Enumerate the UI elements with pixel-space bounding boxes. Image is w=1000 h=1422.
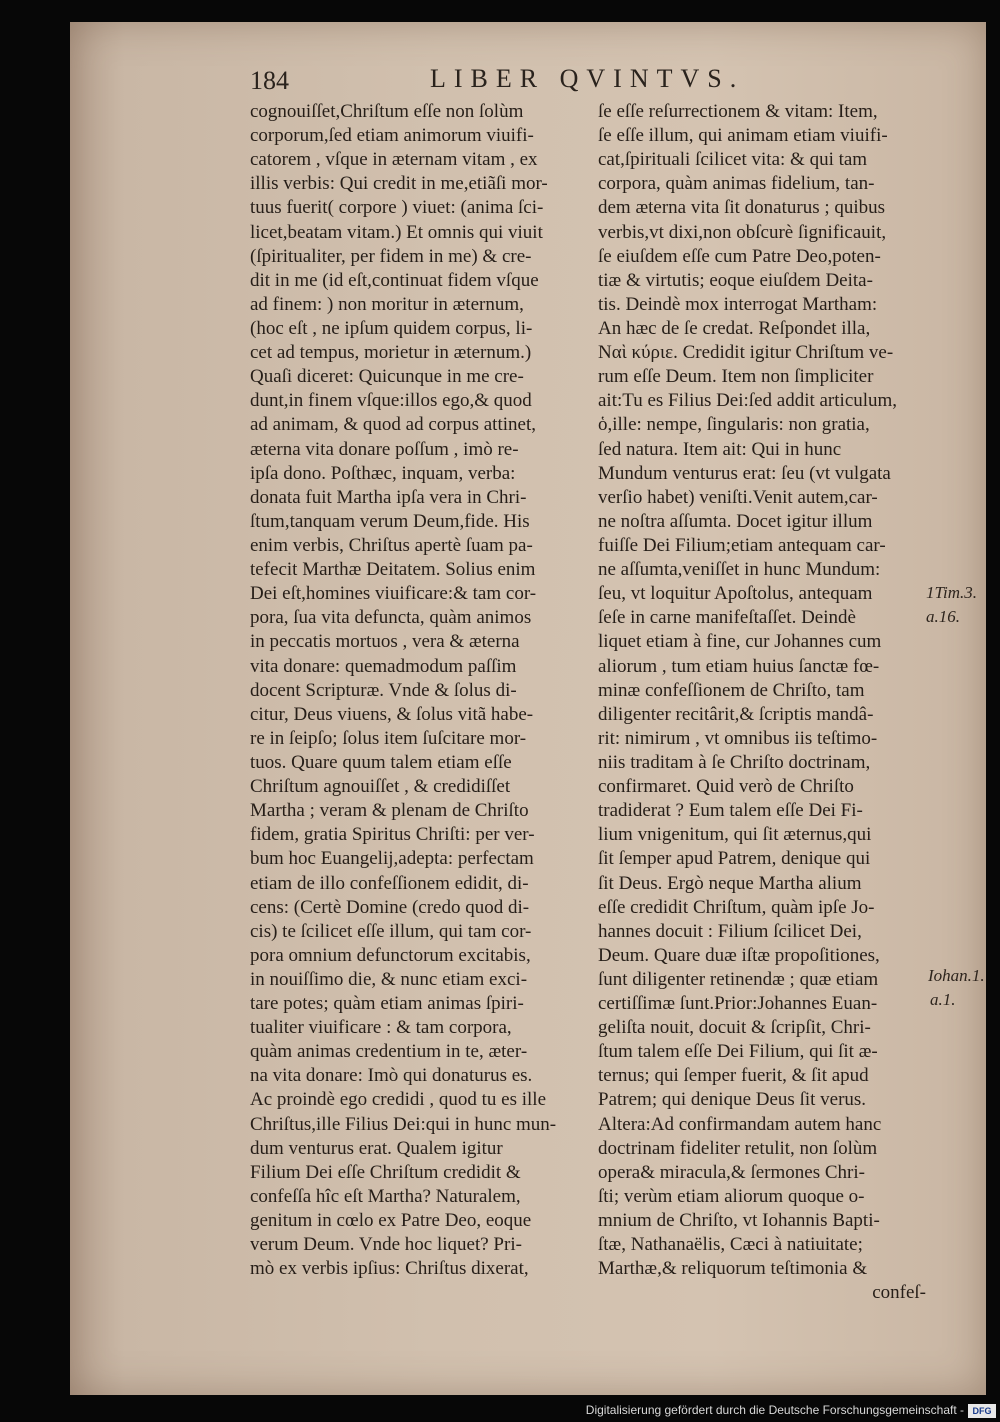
- text-line: liquet etiam à fine, cur Johannes cum: [598, 631, 882, 653]
- text-line: bum hoc Euangelij,adepta: perfectam: [250, 848, 534, 870]
- text-line: illis verbis: Qui credit in me,etiãſi mor-: [250, 173, 548, 195]
- text-line: verbis,vt dixi,non obſcurè ſignificauit,: [598, 221, 887, 243]
- text-line: licet,beatam vitam.) Et omnis qui viuit: [250, 221, 543, 243]
- dfg-logo-icon: DFG: [968, 1404, 996, 1418]
- text-line: ſe eſſe reſurrectionem & vitam: Item,: [598, 101, 878, 122]
- text-line: Marthæ,& reliquorum teſtimonia &: [598, 1258, 868, 1280]
- text-line: Ναὶ κύριε. Credidit igitur Chriſtum ve-: [598, 342, 894, 364]
- text-line: Altera:Ad confirmandam autem hanc: [598, 1113, 882, 1135]
- running-head: LIBER QVINTVS.: [430, 64, 745, 93]
- margin-note-iohan: Iohan.1.: [928, 966, 985, 985]
- margin-note-1tim: 1Tim.3.: [926, 583, 978, 602]
- text-line: corporum,ſed etiam animorum viuifi-: [250, 125, 534, 147]
- text-line: minæ confeſſionem de Chriſto, tam: [598, 679, 865, 701]
- text-line: tis. Deindè mox interrogat Martham:: [598, 293, 878, 315]
- right-text-column: [598, 100, 928, 1305]
- text-line: fuiſſe Dei Filium;etiam antequam car-: [598, 534, 886, 556]
- text-line: cis) te ſcilicet eſſe illum, qui tam cor-: [250, 920, 532, 942]
- text-line: ſtum talem eſſe Dei Filium, qui ſit æ-: [598, 1041, 878, 1063]
- text-line: Patrem; qui denique Deus ſit verus.: [598, 1089, 867, 1111]
- text-line: ad animam, & quod ad corpus attinet,: [250, 414, 536, 436]
- text-line: etiam de illo confeſſionem edidit, di-: [250, 872, 529, 894]
- text-line: vita donare: quemadmodum paſſim: [250, 655, 517, 677]
- text-line: catorem , vſque in æternam vitam , ex: [250, 149, 538, 171]
- text-line: geliſta nouit, docuit & ſcripſit, Chri-: [598, 1017, 871, 1039]
- text-line: verſio habet) veniſti.Venit autem,car-: [598, 486, 878, 508]
- text-line: corpora, quàm animas fidelium, tan-: [598, 173, 875, 195]
- text-line: Chriſtum agnouiſſet , & credidiſſet: [250, 776, 511, 798]
- footer-bar: [0, 1401, 1000, 1422]
- text-line: ſe eſſe illum, qui animam etiam viuifi-: [598, 125, 888, 147]
- text-line: Martha ; veram & plenam de Chriſto: [250, 800, 529, 822]
- text-line: rum eſſe Deum. Item non ſimpliciter: [598, 366, 874, 388]
- text-line: Mundum venturus erat: ſeu (vt vulgata: [598, 462, 891, 484]
- text-line: tefecit Marthæ Deitatem. Solius enim: [250, 559, 536, 581]
- text-line: hannes docuit : Filium ſcilicet Dei,: [598, 920, 862, 942]
- text-line: ait:Tu es Filius Dei:ſed addit articulum,: [598, 390, 898, 412]
- text-line: lium vnigenitum, qui ſit æternus,qui: [598, 824, 872, 846]
- text-line: tuos. Quare quum talem etiam eſſe: [250, 751, 512, 773]
- text-line: na vita donare: Imò qui donaturus es.: [250, 1065, 533, 1087]
- text-line: tare potes; quàm etiam animas ſpiri-: [250, 993, 524, 1015]
- text-line: dunt,in finem vſque:illos ego,& quod: [250, 390, 532, 412]
- text-line: quàm animas credentium in te, æter-: [250, 1041, 528, 1063]
- text-line: confirmaret. Quid verò de Chriſto: [598, 776, 854, 798]
- text-line: ſit ſemper apud Patrem, denique qui: [598, 848, 871, 870]
- text-line: An hæc de ſe credat. Reſpondet illa,: [598, 317, 871, 339]
- text-line: confeſſa hîc eſt Martha? Naturalem,: [250, 1185, 521, 1207]
- text-line: Deum. Quare duæ iſtæ propoſitiones,: [598, 944, 880, 966]
- text-line: dit in me (id eſt,continuat fidem vſque: [250, 269, 539, 291]
- text-line: enim verbis, Chriſtus apertè ſuam pa-: [250, 534, 533, 556]
- text-line: ſeu, vt loquitur Apoſtolus, antequam: [598, 583, 873, 605]
- text-line: tradiderat ? Eum talem eſſe Dei Fi-: [598, 800, 863, 822]
- text-line: donata fuit Martha ipſa vera in Chri-: [250, 486, 527, 508]
- text-line: citur, Deus viuens, & ſolus vitã habe-: [250, 703, 534, 725]
- text-line: doctrinam fideliter retulit, non ſolùm: [598, 1137, 878, 1159]
- text-line: ſunt diligenter retinendæ ; quæ etiam: [598, 968, 879, 990]
- text-line: Dei eſt,homines viuificare:& tam cor-: [250, 583, 537, 605]
- text-line: tuus fuerit( corpore ) viuet: (anima ſci-: [250, 197, 544, 219]
- margin-note-iohan-ref: a.1.: [930, 990, 956, 1009]
- text-line: Filium Dei eſſe Chriſtum credidit &: [250, 1161, 521, 1183]
- left-text-column: [250, 100, 590, 1281]
- text-line: cet ad tempus, morietur in æternum.): [250, 342, 532, 364]
- text-line: mò ex verbis ipſius: Chriſtus dixerat,: [250, 1258, 529, 1280]
- text-line: ſeſe in carne manifeſtaſſet. Deindè: [598, 607, 856, 629]
- text-line: in peccatis mortuos , vera & æterna: [250, 631, 520, 653]
- text-line: docent Scripturæ. Vnde & ſolus di-: [250, 679, 517, 701]
- text-line: ὁ,ille: nempe, ſingularis: non gratia,: [598, 414, 870, 436]
- text-line: ſed natura. Item ait: Qui in hunc: [598, 438, 842, 460]
- page-number: 184: [250, 66, 289, 95]
- text-line: certiſſimæ ſunt.Prior:Johannes Euan-: [598, 993, 878, 1015]
- text-line: mnium de Chriſto, vt Iohannis Bapti-: [598, 1210, 880, 1232]
- text-line: genitum in cœlo ex Patre Deo, eoque: [250, 1210, 532, 1232]
- text-line: cens: (Certè Domine (credo quod di-: [250, 896, 530, 918]
- text-line: pora, ſua vita defuncta, quàm animos: [250, 607, 532, 629]
- text-line: cognouiſſet,Chriſtum eſſe non ſolùm: [250, 101, 524, 122]
- text-line: ſit Deus. Ergò neque Martha alium: [598, 872, 862, 894]
- text-line: rit: nimirum , vt omnibus iis teſtimo-: [598, 727, 878, 749]
- text-line: ipſa dono. Poſthæc, inquam, verba:: [250, 462, 516, 484]
- text-line: tiæ & virtutis; eoque eiuſdem Deita-: [598, 269, 873, 291]
- text-line: ne noſtra aſſumta. Docet igitur illum: [598, 510, 873, 532]
- text-line: ſtæ, Nathanaëlis, Cæci à natiuitate;: [598, 1234, 863, 1256]
- text-line: verum Deum. Vnde hoc liquet? Pri-: [250, 1234, 522, 1256]
- text-line: ſti; verùm etiam aliorum quoque o-: [598, 1185, 865, 1207]
- text-line: (hoc eſt , ne ipſum quidem corpus, li-: [250, 317, 533, 339]
- text-line: ſtum,tanquam verum Deum,fide. His: [250, 510, 530, 532]
- text-line: tualiter viuificare : & tam corpora,: [250, 1017, 512, 1039]
- text-line: Ac proindè ego credidi , quod tu es ille: [250, 1089, 547, 1111]
- text-line: eſſe credidit Chriſtum, quàm ipſe Jo-: [598, 896, 875, 918]
- text-line: re in ſeipſo; ſolus item ſuſcitare mor-: [250, 727, 527, 749]
- text-line: æterna vita donare poſſum , imò re-: [250, 438, 519, 460]
- text-line: ne aſſumta,veniſſet in hunc Mundum:: [598, 559, 881, 581]
- footer-credit: Digitalisierung gefördert durch die Deutsche Forschungsgemeinschaft -: [585, 1403, 964, 1417]
- text-line: fidem, gratia Spiritus Chriſti: per ver-: [250, 824, 535, 846]
- text-line: dum venturus erat. Qualem igitur: [250, 1137, 503, 1159]
- text-line: cat,ſpirituali ſcilicet vita: & qui tam: [598, 149, 868, 171]
- text-line: ſe eiuſdem eſſe cum Patre Deo,poten-: [598, 245, 881, 267]
- text-line: Quaſi diceret: Quicunque in me cre-: [250, 366, 524, 388]
- text-line: pora omnium defunctorum excitabis,: [250, 944, 531, 966]
- text-line: (ſpiritualiter, per fidem in me) & cre-: [250, 245, 532, 267]
- text-line: diligenter recitârit,& ſcriptis mandâ-: [598, 703, 874, 725]
- text-line: ternus; qui ſemper fuerit, & ſit apud: [598, 1065, 869, 1087]
- text-line: confeſ-: [872, 1282, 926, 1304]
- text-line: dem æterna vita ſit donaturus ; quibus: [598, 197, 886, 219]
- text-line: aliorum , tum etiam huius ſanctæ fœ-: [598, 655, 880, 677]
- text-line: ad finem: ) non moritur in æternum,: [250, 293, 524, 315]
- text-line: in nouiſſimo die, & nunc etiam exci-: [250, 968, 528, 990]
- margin-note-1tim-ref: a.16.: [926, 607, 960, 626]
- text-line: Chriſtus,ille Filius Dei:qui in hunc mun-: [250, 1113, 557, 1135]
- text-line: niis traditam à ſe Chriſto doctrinam,: [598, 751, 871, 773]
- text-line: opera& miracula,& ſermones Chri-: [598, 1161, 865, 1183]
